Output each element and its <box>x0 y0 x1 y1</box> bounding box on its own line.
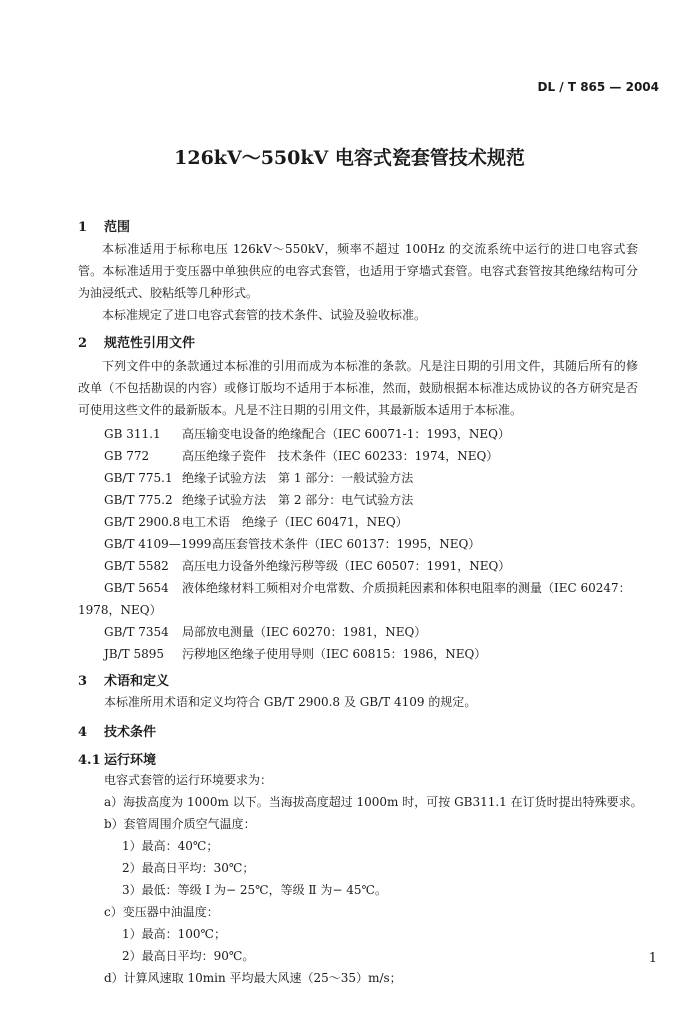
reference-item: GB/T 5582 高压电力设备外绝缘污秽等级（IEC 60507：1991，NEQ） <box>104 559 511 573</box>
section-1-heading <box>78 216 130 235</box>
reference-item: GB/T 775.2 绝缘子试验方法 第 2 部分：电气试验方法 <box>104 493 414 507</box>
section-number: 3 <box>78 674 88 689</box>
list-item-d: d）计算风速取 10min 平均最大风速（25～35）m/s； <box>104 971 402 985</box>
reference-item: GB 772 高压绝缘子瓷件 技术条件（IEC 60233：1974，NEQ） <box>104 449 499 463</box>
section-2-heading <box>78 332 195 351</box>
section-1-paragraph-1: 本标准适用于标称电压 126kV～550kV，频率不超过 100Hz 的交流系统中运行的进口电容式套管。本标准适用于变压器中单独供应的电容式套管，也适用于穿墙式套管。电容式套管按其绝缘结构可分为油浸纸式、胶粘纸等几种形式。 <box>78 242 638 300</box>
list-subitem-b3: 3）最低：等级 Ⅰ 为− 25℃，等级 Ⅱ 为− 45℃。 <box>122 883 387 897</box>
document-title: 126kV～550kV 电容式瓷套管技术规范 <box>174 147 525 169</box>
section-1-paragraph-2: 本标准规定了进口电容式套管的技术条件、试验及验收标准。 <box>102 308 427 322</box>
section-4-1-intro: 电容式套管的运行环境要求为： <box>104 773 273 787</box>
section-number: 1 <box>78 220 88 235</box>
section-4-heading <box>78 721 156 740</box>
section-number: 4 <box>78 725 88 740</box>
section-title: 技术条件 <box>104 725 157 740</box>
section-3-paragraph-1: 本标准所用术语和定义均符合 GB/T 2900.8 及 GB/T 4109 的规定。 <box>104 695 477 709</box>
standard-code-header: DL / T 865 — 2004 <box>537 80 659 94</box>
list-item-b: b）套管周围介质空气温度： <box>104 817 256 831</box>
section-4-1-heading <box>78 749 156 768</box>
page-number: 1 <box>648 951 657 966</box>
section-number: 4.1 <box>78 753 101 768</box>
section-number: 2 <box>78 336 88 351</box>
section-title: 运行环境 <box>104 753 157 768</box>
list-item-c: c）变压器中油温度： <box>104 905 219 919</box>
section-title: 术语和定义 <box>104 674 170 689</box>
list-subitem-c1: 1）最高：100℃； <box>122 927 226 941</box>
reference-item-continuation: 1978，NEQ） <box>78 603 162 617</box>
list-subitem-c2: 2）最高日平均：90℃。 <box>122 949 255 963</box>
section-2-paragraph-1: 下列文件中的条款通过本标准的引用而成为本标准的条款。凡是注日期的引用文件，其随后所有的修改单（不包括勘误的内容）或修订版均不适用于本标准，然而，鼓励根据本标准达成协议的各方研究是否可使用这些文件的最新版本。凡是不注日期的引用文件，其最新版本适用于本标准。 <box>78 359 638 417</box>
section-title: 规范性引用文件 <box>104 336 196 351</box>
list-subitem-b2: 2）最高日平均：30℃； <box>122 861 255 875</box>
reference-item: GB 311.1 高压输变电设备的绝缘配合（IEC 60071-1：1993，NEQ） <box>104 427 510 441</box>
list-subitem-b1: 1）最高：40℃； <box>122 839 219 853</box>
reference-item: GB/T 4109—1999高压套管技术条件（IEC 60137：1995，NEQ） <box>104 537 481 551</box>
section-title: 范围 <box>104 220 131 235</box>
reference-item-long: GB/T 5654 液体绝缘材料工频相对介电常数、介质损耗因素和体积电阻率的测量（IEC 60247： <box>104 581 631 595</box>
reference-item: GB/T 775.1 绝缘子试验方法 第 1 部分：一般试验方法 <box>104 471 414 485</box>
reference-item: GB/T 2900.8 电工术语 绝缘子（IEC 60471，NEQ） <box>104 515 408 529</box>
list-item-a: a）海拔高度为 1000m 以下。当海拔高度超过 1000m 时，可按 GB311.1 在订货时提出特殊要求。 <box>104 795 643 809</box>
section-3-heading <box>78 670 169 689</box>
reference-item: JB/T 5895 污秽地区绝缘子使用导则（IEC 60815：1986，NEQ） <box>104 647 487 661</box>
reference-item: GB/T 7354 局部放电测量（IEC 60270：1981，NEQ） <box>104 625 427 639</box>
